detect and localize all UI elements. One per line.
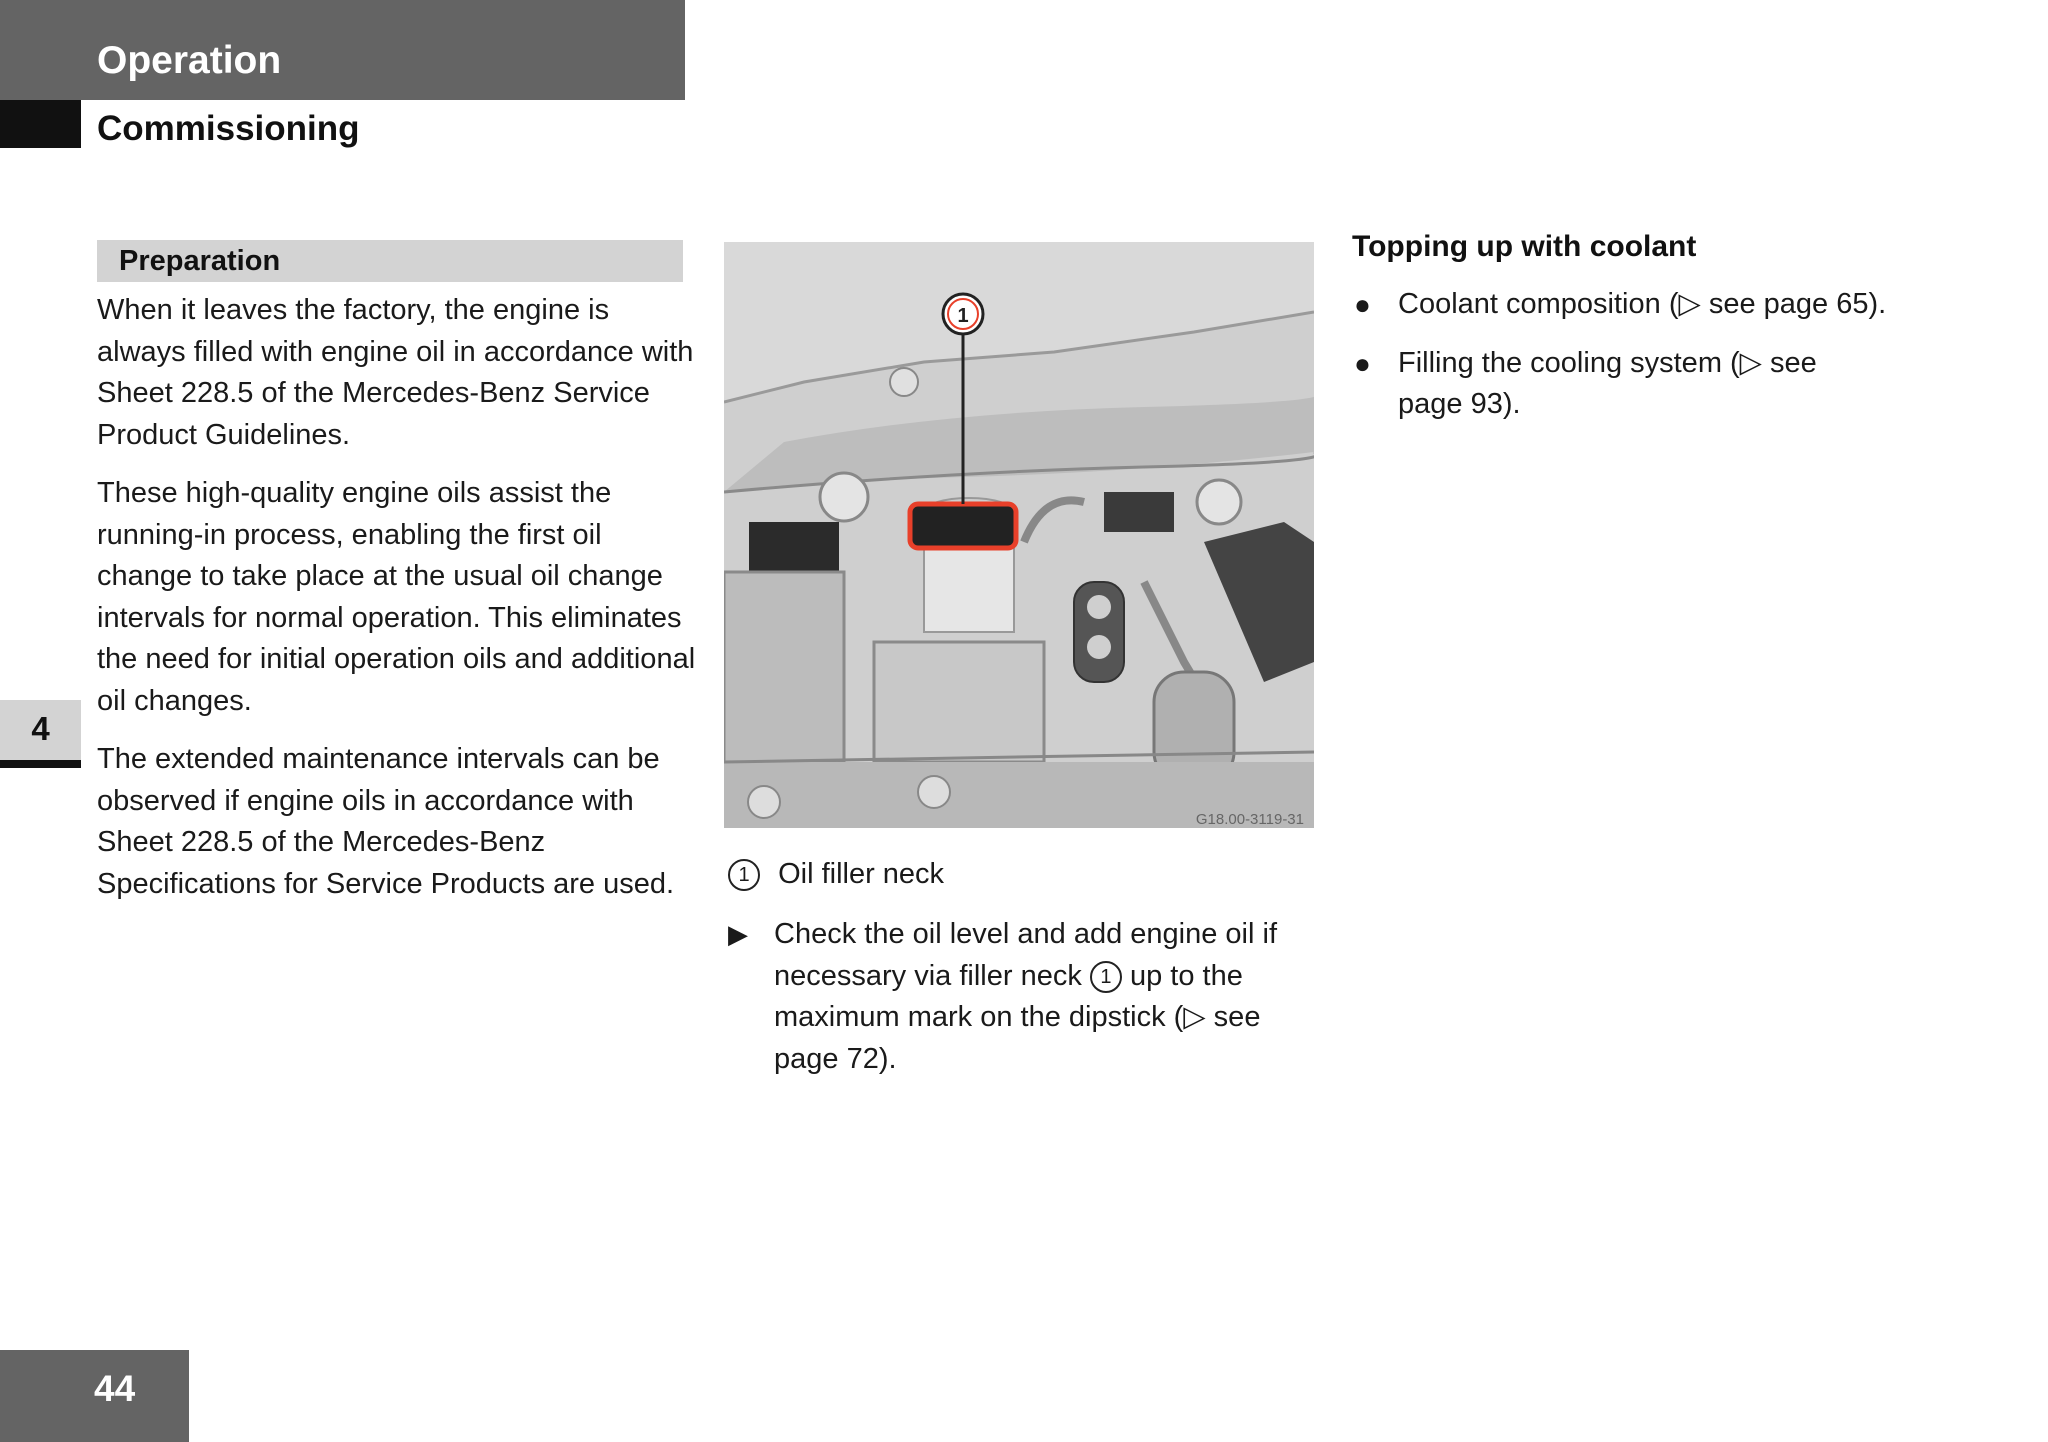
instruction-text — [774, 914, 1328, 1080]
section-title: Preparation — [119, 245, 281, 277]
instruction-ref-circle: 1 — [1090, 961, 1122, 993]
header-bar — [0, 0, 685, 100]
bullet-icon: ● — [1354, 289, 1371, 320]
page-number: 44 — [94, 1368, 136, 1409]
topping-up-list — [1352, 284, 1992, 443]
instruction-step — [728, 914, 1328, 1080]
chapter-tab — [0, 700, 81, 760]
section-heading-bar — [97, 240, 683, 282]
figure-caption — [728, 854, 944, 896]
callout-number: 1 — [957, 305, 969, 327]
chapter-tab-underline — [0, 760, 81, 768]
left-column — [97, 290, 697, 922]
page-number-box — [0, 1350, 189, 1442]
chapter-number: 4 — [31, 710, 50, 747]
caption-text: Oil filler neck — [778, 858, 945, 890]
caption-number-circle: 1 — [728, 859, 760, 891]
header-title: Operation — [97, 39, 282, 82]
bullet-icon: ● — [1354, 347, 1371, 379]
paragraph: When it leaves the factory, the engine is always filled with engine oil in accordance with Sheet 228.5 of the Mercedes-Benz Service Product Guidelines. — [97, 294, 694, 451]
header-subtitle: Commissioning — [97, 109, 360, 148]
list-item-text: Filling the cooling system (▷ see page 93). — [1398, 346, 1817, 420]
paragraph: These high-quality engine oils assist the running-in process, enabling the first oil change to take place at the usual oil change intervals for normal operation. This eliminates the need for initial operation oils and additional oil changes. — [97, 477, 696, 717]
instruction-text-after: up to the maximum mark on the dipstick (▷ see page 72). — [774, 959, 1261, 1075]
topping-up-title: Topping up with coolant — [1352, 230, 1697, 263]
instruction-text-before: Check the oil level and add engine oil if necessary via filler neck — [774, 918, 1277, 992]
engine-drawing — [724, 242, 1314, 828]
list-item — [1352, 343, 1838, 426]
step-marker-icon: ▶ — [728, 919, 748, 949]
image-code: G18.00-3119-31 — [1195, 811, 1304, 828]
engine-illustration — [724, 242, 1314, 828]
list-item — [1352, 284, 1992, 326]
paragraph: The extended maintenance intervals can be observed if engine oils in accordance with Sheet 228.5 of the Mercedes-Benz Specifications for Service Products are used. — [97, 743, 675, 900]
header-marker — [0, 100, 81, 148]
list-item-text: Coolant composition (▷ see page 65). — [1398, 288, 1887, 320]
